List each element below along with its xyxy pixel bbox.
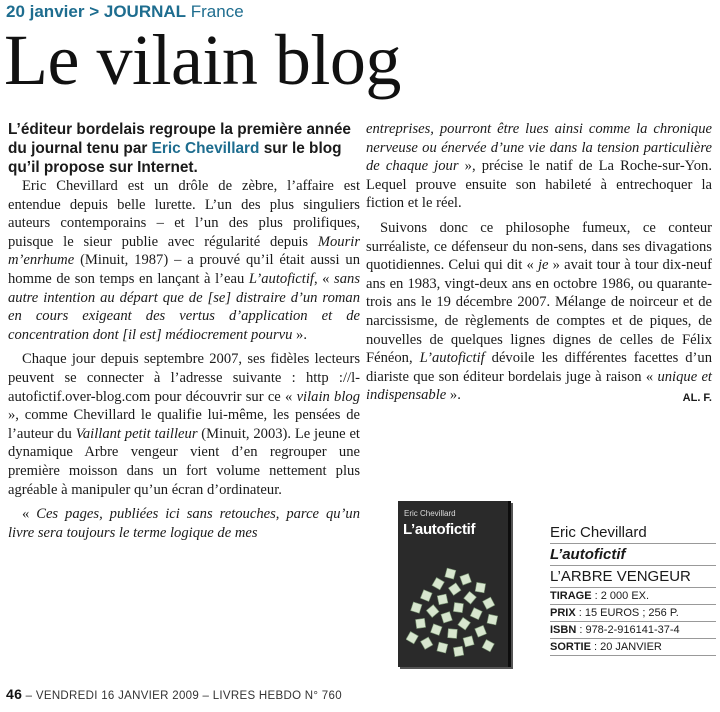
spec-isbn <box>550 622 716 639</box>
article-column-left <box>8 120 360 542</box>
book-info-box <box>550 522 716 656</box>
book-cover-image <box>398 501 511 667</box>
rubric-date: 20 janvier <box>6 2 85 21</box>
lede-text-end: sur le blog qu’il propose sur Internet. <box>8 140 342 176</box>
article-column-right <box>366 120 712 408</box>
paragraph-3 <box>8 505 360 542</box>
paragraph-2 <box>8 350 360 499</box>
paragraph-4 <box>366 120 712 213</box>
spec-label: PRIX <box>550 607 576 619</box>
book-title-italic: Vaillant petit tailleur <box>75 425 198 442</box>
rubric-country: France <box>190 2 244 21</box>
spec-value: : 15 EUROS ; 256 P. <box>575 607 679 619</box>
text-run: « <box>22 506 37 523</box>
spec-value: : 978-2-916141-37-4 <box>576 624 680 636</box>
rubric-separator: > <box>89 2 100 21</box>
text-run: Suivons donc ce philosophe fumeux, ce conteur surréaliste, ce défenseur du non-sens, dans ses divagations quotidiennes. Celui qui dit « <box>366 219 712 274</box>
author-signature: AL. F. <box>682 392 712 405</box>
quote-italic: sans autre intention au départ que de [se] distraire d’un roman en cours exigeant des vertus d’application et de concentration dont [il est] médiocrement pourvu <box>8 270 360 343</box>
quote-italic: Ces pages, publiées ici sans retouches, parce qu’un livre sera toujours le terme logique de mes <box>8 506 360 541</box>
text-run: ». <box>446 387 461 404</box>
rubric-section: JOURNAL <box>103 2 187 21</box>
quote-italic: je <box>537 257 549 274</box>
footer-text: – VENDREDI 16 JANVIER 2009 – LIVRES HEBDO N° 760 <box>22 690 342 702</box>
spec-value: : 2 000 EX. <box>591 590 650 602</box>
quote-italic: entreprises, pourront être lues ainsi comme la chronique nerveuse ou énervée d’une vie dans la tension particulière de chaque jour <box>366 121 712 175</box>
text-run: Eric Chevillard est un drôle de zèbre, l’affaire est entendue depuis belle lurette. L’un des plus singuliers auteurs contemporains – et l’un des plus prolifiques, puisque le sieur publie avec régularité depuis <box>8 178 360 250</box>
book-title-italic: L’autofictif <box>419 350 485 367</box>
lede-text-start: L’éditeur bordelais regroupe la première année du journal tenu par <box>8 121 351 157</box>
book-publisher: L’ARBRE VENGEUR <box>550 566 716 588</box>
spec-tirage <box>550 588 716 605</box>
text-run: dévoile les différentes facettes d’un diariste que son éditeur bordelais juge à raison « <box>366 350 712 385</box>
spec-label: TIRAGE <box>550 590 592 602</box>
book-title-italic: L’autofictif <box>248 270 314 287</box>
book-title-italic: Mourir m’enrhume <box>8 233 360 269</box>
book-title: L’autofictif <box>550 544 716 566</box>
spec-label: ISBN <box>550 624 577 636</box>
cover-author: Eric Chevillard <box>404 509 456 518</box>
cover-dice-illustration <box>406 567 500 659</box>
text-run: Chaque jour depuis septembre 2007, ses fidèles lecteurs peuvent se connecter à l’adresse suivante : http ://l-autofictif.over-blog.com pour découvrir sur ce « <box>8 351 360 405</box>
book-author: Eric Chevillard <box>550 522 716 544</box>
page-footer <box>6 686 706 702</box>
text-run: », précise le natif de La Roche-sur-Yon. Lequel prouve ensuite son habileté à entrechoquer la fiction et le réel. <box>366 158 712 212</box>
text-run: » avait tour à tour dix-neuf ans en 1983, vingt-deux ans en octobre 1986, ou quarante-trois ans le 19 décembre 2007. Mélange de noirceur et de narcissisme, de règlements de comptes et de piques, de nouvelles de quelques lignes dignes de celles de Félix Fénéon, <box>366 257 712 367</box>
paragraph-5 <box>366 219 712 405</box>
text-run: », comme Chevillard le qualifie lui-même, les pensées de l’auteur du <box>8 407 360 442</box>
cover-title: L’autofictif <box>403 521 476 538</box>
quote-italic: unique et indispensable <box>366 368 712 404</box>
article-headline: Le vilain blog <box>4 20 401 100</box>
spec-sortie <box>550 639 716 656</box>
spec-value: : 20 JANVIER <box>590 641 662 653</box>
text-run: (Minuit, 2003). Le jeune et dynamique Arbre vengeur vient d’en regrouper une première moisson dans un fort volume nettement plus agréable à manipuler qu’un écran d’ordinateur. <box>8 425 360 498</box>
spec-label: SORTIE <box>550 641 591 653</box>
text-run: (Minuit, 1987) – a prouvé qu’il était aussi un homme de son temps en lançant à l’eau <box>8 252 360 287</box>
text-run: , « <box>313 270 335 287</box>
text-run: ». <box>292 326 307 343</box>
page-number: 46 <box>6 686 23 702</box>
quote-italic: vilain blog <box>296 388 360 405</box>
lede-author: Eric Chevillard <box>151 140 260 157</box>
article-lede <box>8 120 360 177</box>
paragraph-1 <box>8 177 360 344</box>
spec-prix <box>550 605 716 622</box>
